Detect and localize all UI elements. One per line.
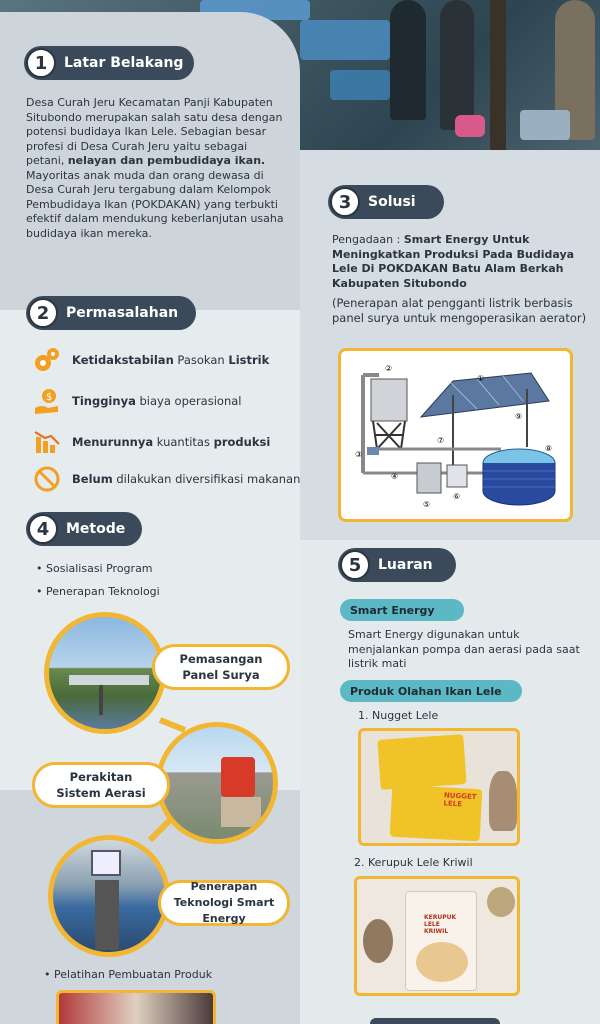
output-smart-energy-desc: Smart Energy digunakan untuk menjalankan pompa dan aerasi pada saat listrik mati	[348, 628, 580, 670]
diagram-label: ⑤	[423, 500, 431, 509]
problem-bold: Belum	[72, 472, 113, 486]
method-bullet: • Sosialisasi Program	[36, 562, 153, 575]
diagram-label: ⑨	[515, 412, 523, 421]
diagram-label: ②	[385, 364, 393, 373]
section-2-number: 2	[28, 298, 58, 328]
problem-item	[32, 427, 270, 457]
section-4-number: 4	[28, 514, 58, 544]
diagram-label: ⑧	[545, 444, 553, 453]
background-text-1: Desa Curah Jeru Kecamatan Panji Kabupaten Situbondo merupakan salah satu desa dengan potensi budidaya Ikan Lele. Sebagian besar profesi di Desa Curah Jeru yaitu sebagai petani,	[26, 96, 283, 167]
section-5-number: 5	[340, 550, 370, 580]
solution-text	[332, 233, 582, 291]
photo-solar-panel-install	[44, 612, 166, 734]
section-1-number: 1	[26, 48, 56, 78]
output-tag-smart-energy: Smart Energy	[340, 599, 464, 621]
problem-text: Pasokan	[173, 353, 229, 367]
photo-product-training	[56, 990, 216, 1024]
method-bullet: • Pelatihan Pembuatan Produk	[44, 968, 213, 981]
problem-bold-2: produksi	[213, 435, 271, 449]
photo-smart-energy	[48, 835, 170, 957]
section-5-header	[338, 548, 456, 582]
section-3-header	[328, 185, 444, 219]
method-bullet-text: Pelatihan Pembuatan Produk	[54, 968, 213, 981]
diagram-label: ⑦	[437, 436, 445, 445]
problem-item	[32, 345, 269, 375]
next-section-header	[370, 1018, 500, 1024]
background-text-2: Mayoritas anak muda dan orang dewasa di Desa Curah Jeru tergabung dalam Kelompok Pembudidaya Ikan (POKDAKAN) yang terbukti efektif dalam mendukung keberlanjutan usaha budidaya ikan mereka.	[26, 168, 284, 240]
section-4-title: Metode	[66, 521, 126, 537]
method-bullet-text: Penerapan Teknologi	[46, 585, 160, 598]
kerupuk-package-label: KERUPUK LELE KRIWIL	[424, 914, 457, 935]
solar-system-diagram	[338, 348, 573, 522]
solution-lead: Pengadaan :	[332, 233, 404, 246]
problem-text: dilakukan diversifikasi makanan	[112, 472, 301, 486]
step-label-text: Pemasangan Panel Surya	[179, 652, 263, 682]
diagram-label: ①	[477, 374, 485, 383]
product-1-label: 1. Nugget Lele	[358, 709, 439, 722]
section-2-header	[26, 296, 196, 330]
photo-aeration-assembly	[156, 722, 278, 844]
step-label	[158, 880, 290, 926]
background-text-bold: nelayan dan pembudidaya ikan.	[67, 154, 266, 167]
problem-bold: Menurunnya	[72, 435, 154, 449]
product-2-label: 2. Kerupuk Lele Kriwil	[354, 856, 473, 869]
section-1-title: Latar Belakang	[64, 55, 184, 71]
section-1-header	[24, 46, 194, 80]
method-bullet-text: Sosialisasi Program	[46, 562, 153, 575]
photo-nugget-lele	[358, 728, 520, 846]
section-3-title: Solusi	[368, 194, 416, 210]
photo-kerupuk-lele	[354, 876, 520, 996]
diagram-label: ③	[355, 450, 363, 459]
problem-text: kuantitas	[153, 435, 214, 449]
section-2-title: Permasalahan	[66, 305, 179, 321]
step-label	[152, 644, 290, 690]
diagram-label: ④	[391, 472, 399, 481]
problem-item	[32, 464, 300, 494]
problem-bold: Ketidakstabilan	[72, 353, 174, 367]
declining-chart-icon	[32, 427, 62, 457]
solution-bold: Smart Energy Untuk Meningkatkan Produksi Pada Budidaya Lele Di POKDAKAN Batu Alam Berkah Kabupaten Situbondo	[332, 233, 575, 290]
problem-item	[32, 386, 241, 416]
problem-text: biaya operasional	[135, 394, 242, 408]
problem-bold-2: Listrik	[228, 353, 270, 367]
section-5-title: Luaran	[378, 557, 433, 573]
output-tag-products: Produk Olahan Ikan Lele	[340, 680, 522, 702]
diagram-label: ⑥	[453, 492, 461, 501]
gears-icon	[32, 345, 62, 375]
step-label-text: Perakitan Sistem Aerasi	[56, 770, 146, 800]
prohibited-icon	[32, 464, 62, 494]
money-hand-icon	[32, 386, 62, 416]
problem-bold: Tingginya	[72, 394, 136, 408]
nugget-package-label: NUGGET LELE	[443, 791, 477, 809]
step-label	[32, 762, 170, 808]
solution-note: (Penerapan alat pengganti listrik berbasis panel surya untuk mengoperasikan aerator)	[332, 296, 587, 325]
section-3-number: 3	[330, 187, 360, 217]
background-text	[26, 96, 286, 241]
method-bullet: • Penerapan Teknologi	[36, 585, 160, 598]
step-label-text: Penerapan Teknologi Smart Energy	[173, 880, 275, 925]
svg-text:$: $	[46, 392, 53, 403]
section-4-header	[26, 512, 142, 546]
